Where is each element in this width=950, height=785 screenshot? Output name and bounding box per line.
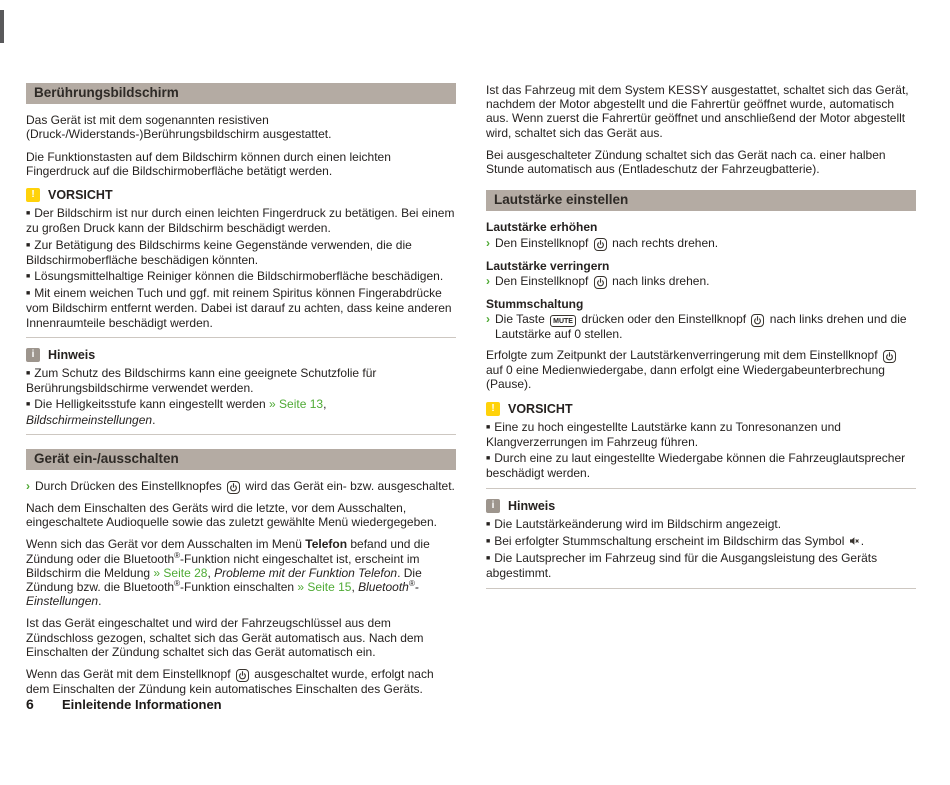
bullet-icon: ■ bbox=[486, 555, 491, 563]
section-header bbox=[486, 190, 916, 211]
text-run: , bbox=[207, 565, 215, 580]
step-arrow-icon: › bbox=[26, 479, 30, 494]
text-run: Der Bildschirm ist nur durch einen leichten Fingerdruck zu betätigen. Bei einem zu großen Druck kann der Bildschirm beschädigt werden. bbox=[26, 206, 455, 236]
alert-title-label: Hinweis bbox=[508, 498, 556, 513]
text-run: Wenn sich das Gerät vor dem Ausschalten im Menü bbox=[26, 537, 306, 552]
alert-title bbox=[486, 499, 916, 513]
thumb-index-marker bbox=[0, 10, 4, 43]
mute-button-icon: MUTE bbox=[550, 315, 576, 327]
subheading: Lautstärke erhöhen bbox=[486, 220, 598, 235]
text-run: Zum Schutz des Bildschirms kann eine geeignete Schutzfolie für Berührungsbildschirme verwendet werden. bbox=[26, 366, 377, 396]
text-run: , bbox=[351, 580, 359, 595]
power-glyph bbox=[229, 483, 238, 492]
paragraph bbox=[486, 83, 916, 140]
divider bbox=[486, 488, 916, 489]
power-glyph bbox=[753, 316, 762, 325]
text-run: Die Lautstärkeänderung wird im Bildschirm angezeigt. bbox=[494, 516, 782, 531]
caution-block bbox=[486, 402, 916, 489]
alert-title-label: VORSICHT bbox=[48, 188, 113, 203]
bullet-icon: ■ bbox=[486, 455, 491, 463]
step-text bbox=[495, 274, 916, 289]
power-knob-icon bbox=[751, 314, 764, 327]
text-run: Lösungsmittelhaltige Reiniger können die Bildschirmoberfläche beschädigen. bbox=[34, 269, 444, 284]
bullet-icon: ■ bbox=[486, 520, 491, 528]
list-item bbox=[486, 517, 916, 532]
power-glyph bbox=[238, 671, 247, 680]
text-run: Nach dem Einschalten des Geräts wird die letzte, vor dem Ausschalten, eingeschaltete Audioquelle sowie das zuletzt gewählte Menü wiedergegeben. bbox=[26, 501, 437, 530]
instruction-step bbox=[26, 479, 456, 494]
paragraph bbox=[26, 501, 456, 529]
step-arrow-icon: › bbox=[486, 235, 490, 250]
text-run: Die Lautsprecher im Fahrzeug sind für die Ausgangsleistung des Geräts abgestimmt. bbox=[486, 551, 878, 581]
alert-title-label: Hinweis bbox=[48, 347, 96, 362]
text-run: . bbox=[860, 534, 865, 549]
instruction-step bbox=[486, 236, 916, 251]
paragraph bbox=[486, 348, 916, 391]
step-arrow-icon: › bbox=[486, 273, 490, 288]
step-arrow-icon: › bbox=[486, 312, 490, 327]
bullet-icon: ■ bbox=[486, 538, 491, 546]
list-item bbox=[486, 551, 916, 580]
alert-title-label: VORSICHT bbox=[508, 401, 573, 416]
text-run: Eine zu hoch eingestellte Lautstärke kann zu Tonresonanzen und Klangverzerrungen im Fahrzeug führen. bbox=[486, 419, 841, 450]
text-run: Die Funktionstasten auf dem Bildschirm können durch einen leichten Fingerdruck auf die Bildschirmoberfläche betätigt werden. bbox=[26, 149, 391, 178]
bullet-icon: ■ bbox=[486, 423, 491, 431]
left-column bbox=[26, 83, 456, 704]
text-run: Den Einstellknopf bbox=[495, 235, 592, 250]
caution-block bbox=[26, 188, 456, 338]
bold-text: Telefon bbox=[305, 537, 348, 552]
page-reference-link[interactable]: » Seite 28 bbox=[153, 565, 208, 580]
text-run: nach rechts drehen. bbox=[608, 235, 719, 250]
text-run: . bbox=[98, 594, 102, 609]
italic-text: Bildschirmeinstellungen bbox=[26, 412, 153, 427]
power-knob-icon bbox=[236, 669, 249, 682]
text-run: Das Gerät ist mit dem sogenannten resistiven (Druck-/Widerstands-)Berührungsbildschirm ausgestattet. bbox=[26, 113, 332, 142]
text-run: . bbox=[152, 412, 156, 427]
muted-speaker-glyph bbox=[849, 536, 860, 546]
bullet-icon: ■ bbox=[26, 210, 31, 218]
alert-title bbox=[486, 402, 916, 416]
note-block bbox=[486, 499, 916, 589]
divider bbox=[26, 434, 456, 435]
divider bbox=[486, 588, 916, 589]
bullet-icon: ■ bbox=[26, 241, 31, 249]
list-item bbox=[486, 534, 916, 549]
bullet-icon: ■ bbox=[26, 370, 31, 378]
paragraph bbox=[26, 150, 456, 178]
paragraph bbox=[26, 113, 456, 141]
section-header-label: Lautstärke einstellen bbox=[494, 192, 629, 208]
text-run: Durch eine zu laut eingestellte Wiedergabe können die Fahrzeuglautsprecher beschädigt werden. bbox=[486, 451, 906, 481]
paragraph bbox=[26, 667, 456, 696]
power-glyph bbox=[885, 352, 894, 361]
bullet-icon: ■ bbox=[26, 273, 31, 281]
info-icon: i bbox=[26, 348, 40, 362]
list-item bbox=[26, 238, 456, 267]
paragraph bbox=[486, 148, 916, 176]
subheading: Lautstärke verringern bbox=[486, 258, 610, 273]
registered-trademark-symbol: ® bbox=[174, 550, 181, 560]
list-item bbox=[26, 286, 456, 330]
text-run: nach links drehen. bbox=[608, 273, 710, 288]
text-run: Den Einstellknopf bbox=[495, 273, 592, 288]
page-reference-link[interactable]: » Seite 13 bbox=[269, 397, 324, 412]
italic-text: -Einstellungen bbox=[26, 580, 419, 609]
page-reference-link[interactable]: » Seite 15 bbox=[297, 580, 352, 595]
text-run: Bei erfolgter Stummschaltung erscheint im Bildschirm das Symbol bbox=[494, 534, 848, 549]
power-glyph bbox=[596, 278, 605, 287]
alert-title bbox=[26, 188, 456, 202]
text-run: befand und die Zündung oder die Bluetooth bbox=[26, 537, 430, 566]
section-header bbox=[26, 449, 456, 470]
power-knob-icon bbox=[594, 276, 607, 289]
step-text bbox=[35, 479, 456, 494]
step-text bbox=[495, 236, 916, 251]
note-block bbox=[26, 348, 456, 435]
power-knob-icon bbox=[227, 481, 240, 494]
text-run: Durch Drücken des Einstellknopfes bbox=[35, 479, 226, 494]
divider bbox=[26, 337, 456, 338]
instruction-step bbox=[486, 274, 916, 289]
text-run: Ist das Fahrzeug mit dem System KESSY ausgestattet, schaltet sich das Gerät, nachdem der Motor abgestellt und die Fahrertür geöffnet wurde, automatisch aus. Wenn zuerst die Fahrertür geöffnet und anschließend der Motor abgestellt wird, schaltet sich das Gerät aus. bbox=[486, 83, 909, 140]
text-run: , bbox=[323, 397, 327, 412]
power-knob-icon bbox=[883, 350, 896, 363]
page-footer bbox=[26, 696, 222, 712]
text-run: wird das Gerät ein- bzw. ausgeschaltet. bbox=[242, 479, 455, 494]
warning-icon: ! bbox=[26, 188, 40, 202]
list-item bbox=[26, 397, 456, 426]
warning-icon: ! bbox=[486, 402, 500, 416]
instruction-step bbox=[486, 312, 916, 341]
text-run: nach links drehen und die Lautstärke auf 0 stellen. bbox=[495, 312, 907, 342]
text-run: Wenn das Gerät mit dem Einstellknopf bbox=[26, 667, 234, 682]
text-run: drücken oder den Einstellknopf bbox=[577, 312, 750, 327]
text-run: -Funktion einschalten bbox=[180, 580, 298, 595]
power-knob-icon bbox=[594, 238, 607, 251]
page-number: 6 bbox=[26, 696, 34, 712]
text-run: ausgeschaltet wurde, erfolgt nach dem Einschalten der Zündung kein automatisches Einschalten des Geräts. bbox=[26, 667, 434, 697]
text-run: Zur Betätigung des Bildschirms keine Gegenstände verwenden, die die Bildschirmoberfläche beschädigen könnten. bbox=[26, 237, 412, 267]
power-glyph bbox=[596, 240, 605, 249]
subheading: Stummschaltung bbox=[486, 296, 584, 311]
section-header-label: Berührungsbildschirm bbox=[34, 85, 179, 100]
registered-trademark-symbol: ® bbox=[174, 579, 181, 589]
section-header-label: Gerät ein-/ausschalten bbox=[34, 450, 179, 466]
text-run: Erfolgte zum Zeitpunkt der Lautstärkenverringerung mit dem Einstellknopf bbox=[486, 348, 881, 363]
right-column bbox=[486, 83, 916, 704]
bullet-icon: ■ bbox=[26, 401, 31, 409]
list-item bbox=[486, 451, 916, 480]
muted-speaker-icon bbox=[849, 535, 860, 549]
list-item bbox=[26, 206, 456, 235]
paragraph bbox=[26, 616, 456, 659]
text-run: Ist das Gerät eingeschaltet und wird der Fahrzeugschlüssel aus dem Zündschloss gezogen, schaltet sich das Gerät automatisch aus. Nach dem Einschalten der Zündung schaltet sich das Gerät automatisch ein. bbox=[26, 616, 424, 659]
list-item bbox=[26, 366, 456, 395]
paragraph bbox=[26, 537, 456, 608]
section-header bbox=[26, 83, 456, 104]
text-run: Bei ausgeschalteter Zündung schaltet sich das Gerät nach ca. einer halben Stunde automatisch aus (Entladeschutz der Fahrzeugbatterie). bbox=[486, 147, 886, 177]
content-columns bbox=[26, 83, 916, 704]
italic-text: Bluetooth bbox=[358, 580, 409, 595]
list-item bbox=[486, 420, 916, 449]
text-run: auf 0 eine Medienwiedergabe, dann erfolgt eine Wiedergabeunterbrechung (Pause). bbox=[486, 363, 885, 392]
alert-title bbox=[26, 348, 456, 362]
text-run: . Die Zündung bzw. die Bluetooth bbox=[26, 565, 422, 595]
text-run: Die Helligkeitsstufe kann eingestellt werden bbox=[34, 397, 270, 412]
step-text bbox=[495, 312, 916, 341]
chapter-title: Einleitende Informationen bbox=[62, 697, 222, 712]
registered-trademark-symbol: ® bbox=[408, 579, 415, 589]
text-run: -Funktion nicht eingeschaltet ist, erscheint im Bildschirm die Meldung bbox=[26, 551, 420, 580]
italic-text: Probleme mit der Funktion Telefon bbox=[214, 565, 398, 580]
list-item bbox=[26, 269, 456, 284]
bullet-icon: ■ bbox=[26, 290, 31, 298]
text-run: Die Taste bbox=[495, 312, 549, 327]
text-run: Mit einem weichen Tuch und ggf. mit reinem Spiritus können Fingerabdrücke vom Bildschirm entfernt werden. Dabei ist darauf zu achten, dass keine anderen Innenraumteile beschädigt werden. bbox=[26, 286, 452, 330]
info-icon: i bbox=[486, 499, 500, 513]
